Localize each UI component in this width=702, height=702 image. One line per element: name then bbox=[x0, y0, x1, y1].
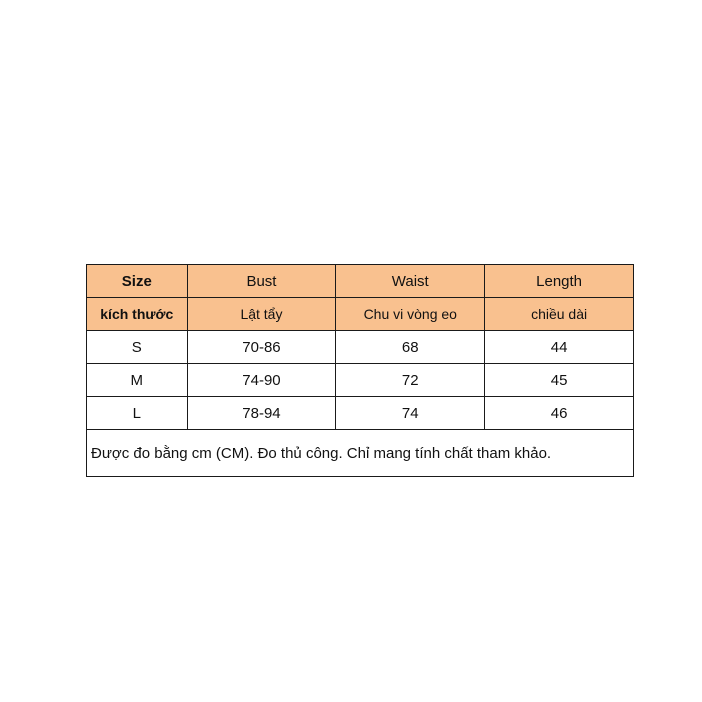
cell-size: M bbox=[87, 364, 188, 397]
cell-bust: 78-94 bbox=[187, 397, 336, 430]
table-row bbox=[87, 364, 634, 397]
cell-length: 45 bbox=[485, 364, 634, 397]
subheader-cell-size: kích thước bbox=[87, 298, 188, 331]
subheader-row bbox=[87, 298, 634, 331]
header-cell-length: Length bbox=[485, 265, 634, 298]
cell-bust: 70-86 bbox=[187, 331, 336, 364]
cell-length: 44 bbox=[485, 331, 634, 364]
cell-bust: 74-90 bbox=[187, 364, 336, 397]
cell-waist: 72 bbox=[336, 364, 485, 397]
subheader-cell-bust: Lật tẩy bbox=[187, 298, 336, 331]
measurement-note: Được đo bằng cm (CM). Đo thủ công. Chỉ mang tính chất tham khảo. bbox=[87, 430, 634, 477]
table-row bbox=[87, 331, 634, 364]
header-cell-waist: Waist bbox=[336, 265, 485, 298]
header-row bbox=[87, 265, 634, 298]
cell-size: S bbox=[87, 331, 188, 364]
cell-waist: 74 bbox=[336, 397, 485, 430]
table-row bbox=[87, 397, 634, 430]
cell-length: 46 bbox=[485, 397, 634, 430]
subheader-cell-length: chiều dài bbox=[485, 298, 634, 331]
cell-waist: 68 bbox=[336, 331, 485, 364]
header-cell-bust: Bust bbox=[187, 265, 336, 298]
size-chart-table bbox=[86, 264, 634, 477]
cell-size: L bbox=[87, 397, 188, 430]
note-row bbox=[87, 430, 634, 477]
header-cell-size: Size bbox=[87, 265, 188, 298]
subheader-cell-waist: Chu vi vòng eo bbox=[336, 298, 485, 331]
